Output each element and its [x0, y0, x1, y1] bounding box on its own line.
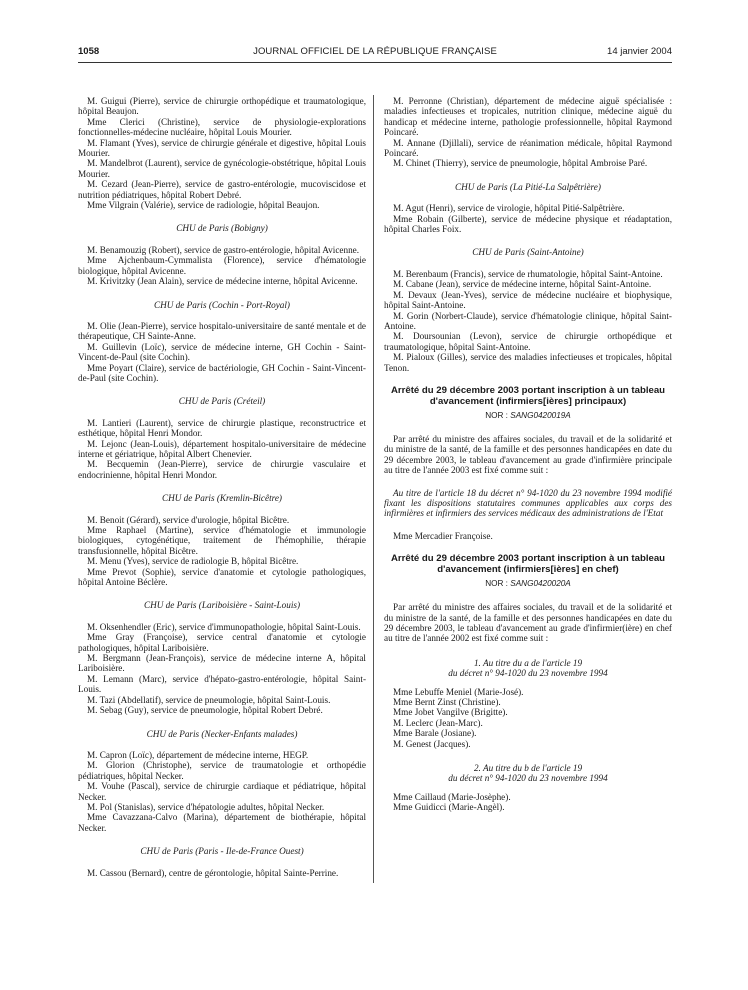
list-item: M. Lantieri (Laurent), service de chirurgie plastique, reconstructrice et esthétique, hôpital Henri Mondor.: [78, 417, 366, 439]
list-item: M. Sebag (Guy), service de pneumologie, hôpital Robert Debré.: [87, 705, 323, 716]
nor-label: NOR :: [485, 410, 508, 420]
list-item: M. Leclerc (Jean-Marc).: [393, 717, 483, 728]
arrete-title: Arrêté du 29 décembre 2003 portant inscription à un tableau d'avancement (infirmiers[ières] principaux): [390, 384, 666, 407]
issue-date: 14 janvier 2004: [607, 46, 672, 57]
list-item: M. Doursounian (Levon), service de chirurgie orthopédique et traumatologique, hôpital Saint-Antoine.: [384, 331, 672, 352]
subsection-line: 1. Au titre du a de l'article 19: [473, 657, 583, 668]
section-heading: CHU de Paris (Necker-Enfants malades): [146, 728, 298, 739]
list-item: Mme Bernt Zinst (Christine).: [393, 697, 501, 708]
list-item: M. Mandelbrot (Laurent), service de gynécologie-obstétrique, hôpital Louis Mourier.: [78, 158, 366, 179]
list-item: M. Becquemin (Jean-Pierre), service de chirurgie vasculaire et endocrinienne, hôpital Henri Mondor.: [78, 459, 366, 480]
list-item: Mme Cavazzana-Calvo (Marina), département de biothérapie, hôpital Necker.: [78, 812, 366, 833]
list-item: M. Cassou (Bernard), centre de gérontologie, hôpital Sainte-Perrine.: [87, 867, 339, 878]
section-heading: CHU de Paris (Bobigny): [176, 223, 268, 234]
list-item: M. Pialoux (Gilles), service des maladies infectieuses et tropicales, hôpital Tenon.: [384, 352, 672, 373]
list-item: M. Olie (Jean-Pierre), service hospitalo-universitaire de santé mentale et de thérapeutique, CH Sainte-Anne.: [78, 320, 366, 342]
list-item: M. Annane (Djillali), service de réanimation médicale, hôpital Raymond Poincaré.: [384, 137, 672, 159]
list-item: Mme Prevot (Sophie), service d'anatomie et cytologie pathologiques, hôpital Antoine Béclère.: [78, 566, 366, 588]
nor-reference: [384, 411, 672, 421]
list-item: Mme Vilgrain (Valérie), service de radiologie, hôpital Beaujon.: [87, 200, 320, 211]
list-item: M. Cabane (Jean), service de médecine interne, hôpital Saint-Antoine.: [393, 279, 652, 290]
list-item: M. Glorion (Christophe), service de traumatologie et orthopédie pédiatriques, hôpital Necker.: [78, 760, 366, 781]
arrete-legal-basis: Au titre de l'article 18 du décret n° 94-1020 du 23 novembre 1994 modifié fixant les dispositions statutaires communes applicables aux corps des infirmières et infirmiers des services médicaux des administrations de l'Etat: [384, 487, 672, 519]
list-item: M. Oksenhendler (Eric), service d'immunopathologie, hôpital Saint-Louis.: [87, 621, 361, 632]
column-divider: [373, 95, 374, 883]
list-item: M. Guillevin (Loïc), service de médecine interne, GH Cochin - Saint-Vincent-de-Paul (site Cochin).: [78, 341, 366, 363]
section-heading: CHU de Paris (Créteil): [178, 396, 266, 407]
section-heading: CHU de Paris (Lariboisière - Saint-Louis): [143, 600, 301, 611]
list-item: M. Capron (Loïc), département de médecine interne, HEGP.: [87, 749, 309, 760]
section-heading: CHU de Paris (Kremlin-Bicêtre): [161, 493, 282, 504]
right-column: [384, 96, 672, 813]
list-item: M. Devaux (Jean-Yves), service de médecine nucléaire et biophysique, hôpital Saint-Antoine.: [384, 289, 672, 311]
section-heading: CHU de Paris (Saint-Antoine): [472, 247, 584, 258]
list-item: M. Benamouzig (Robert), service de gastro-entérologie, hôpital Avicenne.: [87, 244, 360, 255]
list-item: Mme Jobet Vangilve (Brigitte).: [393, 707, 508, 718]
list-item: M. Flamant (Yves), service de chirurgie générale et digestive, hôpital Louis Mourier.: [78, 137, 366, 159]
list-item: M. Menu (Yves), service de radiologie B, hôpital Bicêtre.: [87, 556, 299, 567]
left-column: [78, 96, 366, 878]
nor-reference: [384, 579, 672, 589]
arrete-title: Arrêté du 29 décembre 2003 portant inscription à un tableau d'avancement (infirmiers[ières] en chef): [390, 553, 666, 575]
subsection-line: 2. Au titre du b de l'article 19: [473, 763, 583, 774]
list-item: Mme Mercadier Françoise.: [393, 530, 493, 541]
list-item: M. Perronne (Christian), département de médecine aiguë spécialisée : maladies infectieuses et tropicales, nutrition clinique, médecine aiguë du handicap et médecine interne, pathologie professionnelle, hôpital Raymond Poincaré.: [384, 96, 672, 138]
list-item: Mme Raphael (Martine), service d'hématologie et immunologie biologiques, cytogénétique, traitement de l'hémophilie, thérapie transfusionnelle, hôpital Bicêtre.: [78, 525, 366, 556]
list-item: M. Lemann (Marc), service d'hépato-gastro-entérologie, hôpital Saint-Louis.: [78, 673, 366, 695]
section-heading: CHU de Paris (La Pitié-La Salpêtrière): [455, 181, 601, 192]
page-number: 1058: [78, 46, 100, 57]
list-item: M. Lejonc (Jean-Louis), département hospitalo-universitaire de médecine interne et gériatrique, hôpital Albert Chenevier.: [78, 438, 366, 459]
nor-label: NOR :: [485, 578, 508, 588]
subsection-heading: [384, 658, 672, 679]
list-item: Mme Gray (Françoise), service central d'anatomie et cytologie pathologiques, hôpital Lariboisière.: [78, 632, 366, 653]
list-item: Mme Ajchenbaum-Cymmalista (Florence), service d'hématologie biologique, hôpital Avicenne.: [78, 255, 366, 276]
list-item: Mme Poyart (Claire), service de bactériologie, GH Cochin - Saint-Vincent-de-Paul (site Cochin).: [78, 362, 366, 383]
list-item: M. Genest (Jacques).: [393, 738, 471, 749]
header-rule: [78, 62, 672, 63]
journal-title: JOURNAL OFFICIEL DE LA RÉPUBLIQUE FRANÇAISE: [253, 46, 497, 57]
nor-code: SANG0420020A: [510, 578, 571, 588]
list-item: M. Agut (Henri), service de virologie, hôpital Pitié-Salpêtrière.: [393, 203, 625, 214]
list-item: M. Krivitzky (Jean Alain), service de médecine interne, hôpital Avicenne.: [87, 276, 358, 287]
list-item: M. Benoit (Gérard), service d'urologie, hôpital Bicêtre.: [87, 514, 290, 525]
page-header: [78, 44, 672, 60]
list-item: M. Vouhe (Pascal), service de chirurgie cardiaque et pédiatrique, hôpital Necker.: [78, 781, 366, 802]
subsection-line: du décret n° 94-1020 du 23 novembre 1994: [448, 668, 608, 679]
list-item: M. Berenbaum (Francis), service de rhumatologie, hôpital Saint-Antoine.: [393, 268, 663, 279]
list-item: M. Guigui (Pierre), service de chirurgie orthopédique et traumatologique, hôpital Beaujon.: [78, 96, 366, 117]
nor-code: SANG0420019A: [510, 410, 571, 420]
list-item: Mme Robain (Gilberte), service de médecine physique et réadaptation, hôpital Charles Foix.: [384, 213, 672, 235]
section-heading: CHU de Paris (Paris - Ile-de-France Ouest): [140, 846, 304, 857]
list-item: Mme Clerici (Christine), service de physiologie-explorations fonctionnelles-médecine nucléaire, hôpital Louis Mourier.: [78, 116, 366, 138]
arrete-body: Par arrêté du ministre des affaires sociales, du travail et de la solidarité et du ministre de la santé, de la famille et des personnes handicapées en date du 29 décembre 2003, le tableau d'avancement au grade d'infirmier(ière) en chef au titre de l'année 2002 est fixé comme suit :: [384, 602, 672, 644]
subsection-line: du décret n° 94-1020 du 23 novembre 1994: [448, 773, 608, 784]
section-heading: CHU de Paris (Cochin - Port-Royal): [153, 299, 290, 310]
arrete-body: Par arrêté du ministre des affaires sociales, du travail et de la solidarité et du ministre de la santé, de la famille et des personnes handicapées en date du 29 décembre 2003, le tableau d'avancement au grade d'infirmière principale au titre de l'année 2003 est fixé comme suit :: [384, 433, 672, 476]
list-item: M. Bergmann (Jean-François), service de médecine interne A, hôpital Lariboisière.: [78, 653, 366, 674]
list-item: Mme Barale (Josiane).: [393, 728, 477, 739]
list-item: Mme Caillaud (Marie-Josèphe).: [393, 791, 511, 802]
list-item: Mme Lebuffe Meniel (Marie-José).: [393, 686, 524, 697]
list-item: Mme Guidicci (Marie-Angèl).: [393, 802, 505, 813]
list-item: M. Gorin (Norbert-Claude), service d'hématologie clinique, hôpital Saint-Antoine.: [384, 310, 672, 331]
subsection-heading: [384, 763, 672, 784]
list-item: M. Tazi (Abdellatif), service de pneumologie, hôpital Saint-Louis.: [87, 694, 331, 705]
list-item: M. Cezard (Jean-Pierre), service de gastro-entérologie, mucoviscidose et nutrition pédiatriques, hôpital Robert Debré.: [78, 179, 366, 200]
list-item: M. Chinet (Thierry), service de pneumologie, hôpital Ambroise Paré.: [393, 158, 648, 169]
list-item: M. Pol (Stanislas), service d'hépatologie adultes, hôpital Necker.: [87, 801, 325, 812]
